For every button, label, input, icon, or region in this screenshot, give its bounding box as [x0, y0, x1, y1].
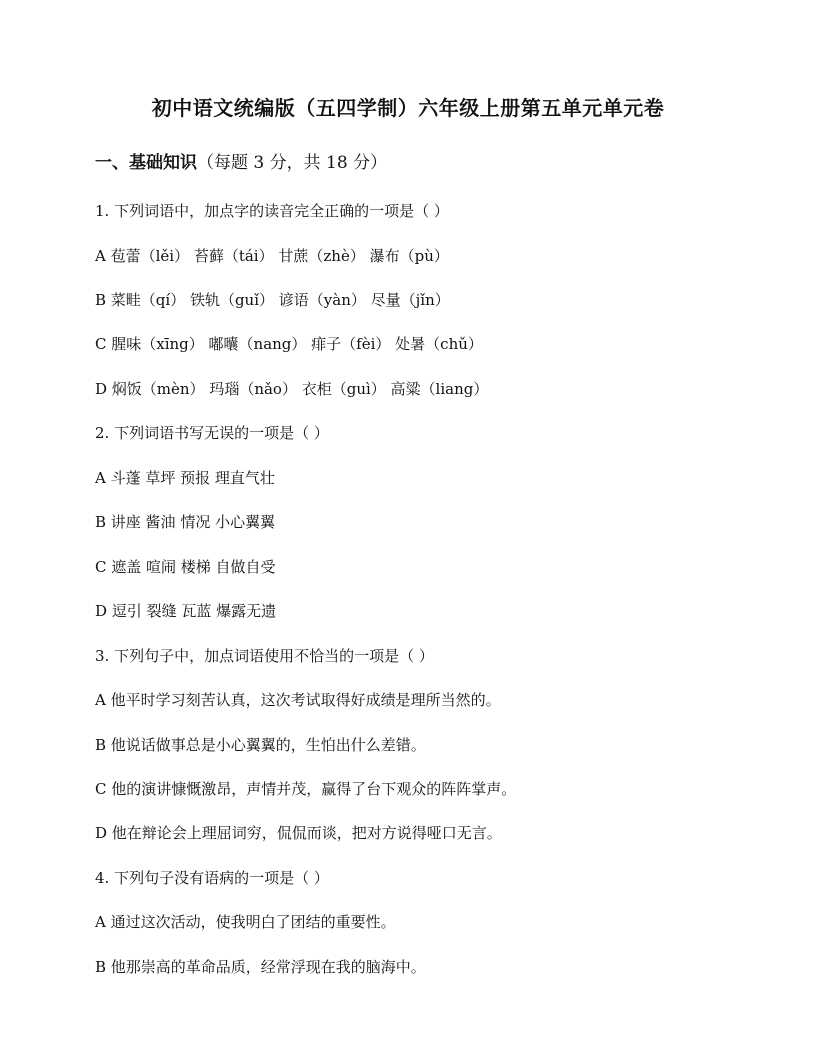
section-heading	[95, 148, 387, 173]
question-3-option-a: A 他平时学习刻苦认真，这次考试取得好成绩是理所当然的。	[95, 691, 501, 709]
question-2-stem: 2. 下列词语书写无误的一项是（ ）	[95, 424, 329, 442]
question-1-option-b: B 菜畦（qí） 铁轨（guǐ） 谚语（yàn） 尽量（jǐn）	[95, 291, 450, 309]
question-1-option-d: D 焖饭（mèn） 玛瑙（nǎo） 衣柜（guì） 高粱（liang）	[95, 380, 489, 398]
question-2-option-d: D 逗引 裂缝 瓦蓝 爆露无遗	[95, 602, 277, 620]
question-3-option-c: C 他的演讲慷慨激昂，声情并茂，赢得了台下观众的阵阵掌声。	[95, 780, 517, 798]
question-2-option-b: B 讲座 酱油 情况 小心翼翼	[95, 513, 276, 531]
question-2-option-a: A 斗蓬 草坪 预报 理直气壮	[95, 469, 275, 487]
question-1-stem: 1. 下列词语中，加点字的读音完全正确的一项是（ ）	[95, 202, 449, 220]
question-2-option-c: C 遮盖 喧闹 楼梯 自做自受	[95, 558, 276, 576]
section-score-note: （每题 3 分，共 18 分）	[197, 153, 388, 173]
question-1-option-c: C 腥味（xīng） 嘟囔（nang） 痱子（fèi） 处暑（chǔ）	[95, 335, 483, 353]
question-1-option-a: A 苞蕾（lěi） 苔藓（tái） 甘蔗（zhè） 瀑布（pù）	[95, 247, 449, 265]
page-title: 初中语文统编版（五四学制）六年级上册第五单元单元卷	[151, 96, 665, 120]
section-heading-label: 一、基础知识	[95, 153, 197, 173]
question-3-option-b: B 他说话做事总是小心翼翼的，生怕出什么差错。	[95, 736, 426, 754]
question-4-option-b: B 他那崇高的革命品质，经常浮现在我的脑海中。	[95, 958, 426, 976]
question-4-stem: 4. 下列句子没有语病的一项是（ ）	[95, 869, 329, 887]
question-4-option-a: A 通过这次活动，使我明白了团结的重要性。	[95, 913, 396, 931]
question-3-stem: 3. 下列句子中，加点词语使用不恰当的一项是（ ）	[95, 647, 434, 665]
question-3-option-d: D 他在辩论会上理屈词穷，侃侃而谈，把对方说得哑口无言。	[95, 824, 502, 842]
